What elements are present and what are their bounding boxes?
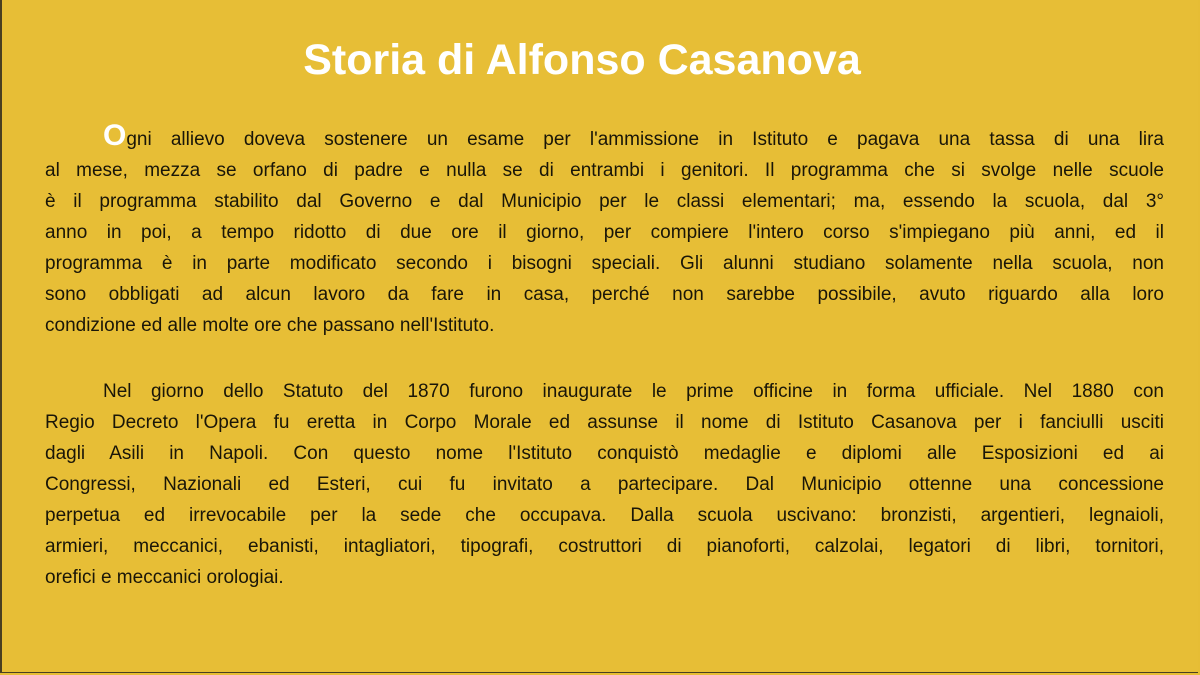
paragraph-line: armieri, meccanici, ebanisti, intagliatori, tipografi, costruttori di pianoforti, calzolai, legatori di libri, tornitori, [45,536,1164,557]
paragraph-line: Nel giorno dello Statuto del 1870 furono inaugurate le prime officine in forma ufficiale. Nel 1880 con [103,381,1164,402]
drop-cap: O [103,119,127,152]
paragraph-1 [45,119,1164,341]
paragraph-line: Congressi, Nazionali ed Esteri, cui fu invitato a partecipare. Dal Municipio ottenne una concessione [45,474,1164,495]
paragraph-line: al mese, mezza se orfano di padre e nulla se di entrambi i genitori. Il programma che si svolge nelle scuole [45,160,1164,181]
paragraph-line: orefici e meccanici orologiai. [45,567,284,588]
paragraph-line: dagli Asili in Napoli. Con questo nome l'Istituto conquistò medaglie e diplomi alle Esposizioni ed ai [45,443,1164,464]
paragraph-line: condizione ed alle molte ore che passano nell'Istituto. [45,315,495,336]
paragraph-line: anno in poi, a tempo ridotto di due ore il giorno, per compiere l'intero corso s'impiegano più anni, ed il [45,222,1164,243]
slide-title: Storia di Alfonso Casanova [303,36,861,84]
line-text: gni allievo doveva sostenere un esame per l'ammissione in Istituto e pagava una tassa di una lira [126,129,1164,150]
paragraph-line: Regio Decreto l'Opera fu eretta in Corpo Morale ed assunse il nome di Istituto Casanova per i fanciulli usciti [45,412,1164,433]
paragraph-line: programma è in parte modificato secondo i bisogni speciali. Gli alunni studiano solamente nella scuola, non [45,253,1164,274]
paragraph-line: è il programma stabilito dal Governo e dal Municipio per le classi elementari; ma, essendo la scuola, dal 3° [45,191,1164,212]
paragraph-line [45,119,1164,155]
paragraph-2 [45,376,1164,593]
paragraph-line: sono obbligati ad alcun lavoro da fare in casa, perché non sarebbe possibile, avuto riguardo alla loro [45,284,1164,305]
paragraph-line: perpetua ed irrevocabile per la sede che occupava. Dalla scuola uscivano: bronzisti, argentieri, legnaioli, [45,505,1164,526]
